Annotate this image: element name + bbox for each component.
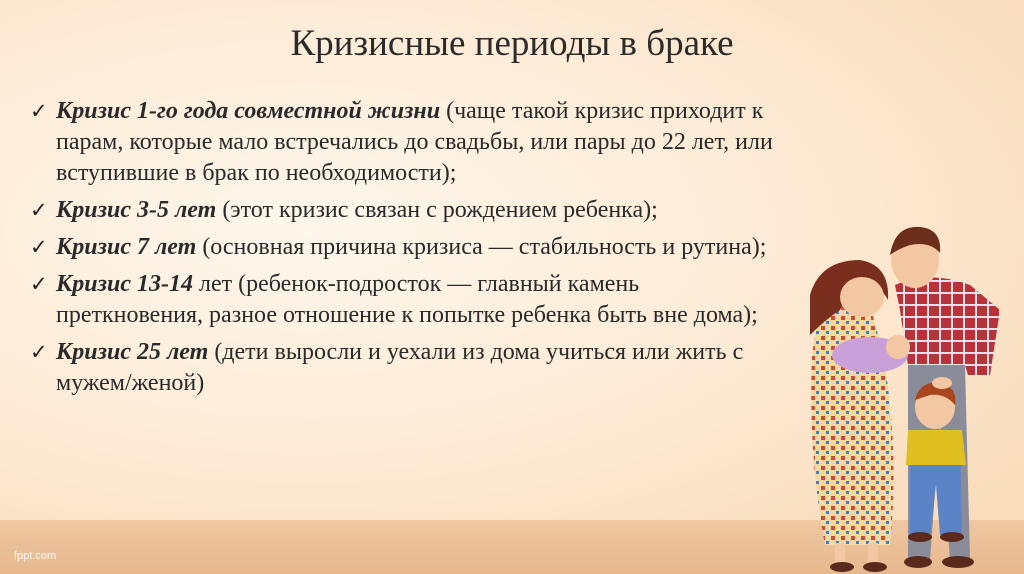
woman-dress bbox=[811, 300, 893, 545]
item-text: (основная причина кризиса — стабильность и рутина); bbox=[196, 234, 767, 260]
item-text: (чаще такой кризис приходит к парам, которые мало встречались до свадьбы, или пары до 22 лет, или вступившие в брак по необходимости); bbox=[56, 98, 773, 186]
list-item bbox=[30, 195, 790, 226]
list-item bbox=[30, 337, 790, 399]
item-heading: Кризис 13-14 bbox=[56, 271, 193, 297]
item-heading: Кризис 7 лет bbox=[56, 234, 197, 260]
item-heading: Кризис 1-го года совместной жизни bbox=[56, 98, 441, 124]
check-icon: ✓ bbox=[30, 198, 48, 222]
man-shirt bbox=[895, 278, 1000, 376]
check-icon: ✓ bbox=[30, 340, 48, 364]
woman-shoe bbox=[863, 562, 887, 572]
baby-head bbox=[886, 335, 910, 359]
item-text: (этот кризис связан с рождением ребенка); bbox=[216, 197, 658, 223]
woman-leg bbox=[868, 543, 878, 565]
man-hand bbox=[932, 377, 952, 389]
man-shoe bbox=[904, 556, 932, 568]
man-shoe bbox=[942, 556, 974, 568]
family-illustration bbox=[790, 215, 1020, 574]
check-icon: ✓ bbox=[30, 235, 48, 259]
woman-shoe bbox=[830, 562, 854, 572]
list-item bbox=[30, 269, 790, 331]
woman-leg bbox=[835, 543, 845, 565]
check-icon: ✓ bbox=[30, 272, 48, 296]
slide-title: Кризисные периоды в браке bbox=[290, 23, 734, 64]
woman-head bbox=[840, 277, 884, 317]
boy-shoe bbox=[940, 532, 964, 542]
boy-shirt bbox=[906, 430, 966, 465]
list-item bbox=[30, 232, 790, 263]
item-text: (дети выросли и уехали из дома учиться или жить с мужем/женой) bbox=[56, 339, 744, 396]
item-text: лет (ребенок-подросток — главный камень преткновения, разное отношение к попытке ребенка быть вне дома); bbox=[56, 271, 758, 328]
crisis-list bbox=[30, 96, 790, 405]
check-icon: ✓ bbox=[30, 99, 48, 123]
item-heading: Кризис 25 лет bbox=[56, 339, 209, 365]
item-heading: Кризис 3-5 лет bbox=[56, 197, 217, 223]
boy-shoe bbox=[908, 532, 932, 542]
footer-watermark: fppt.com bbox=[14, 550, 57, 562]
list-item bbox=[30, 96, 790, 189]
